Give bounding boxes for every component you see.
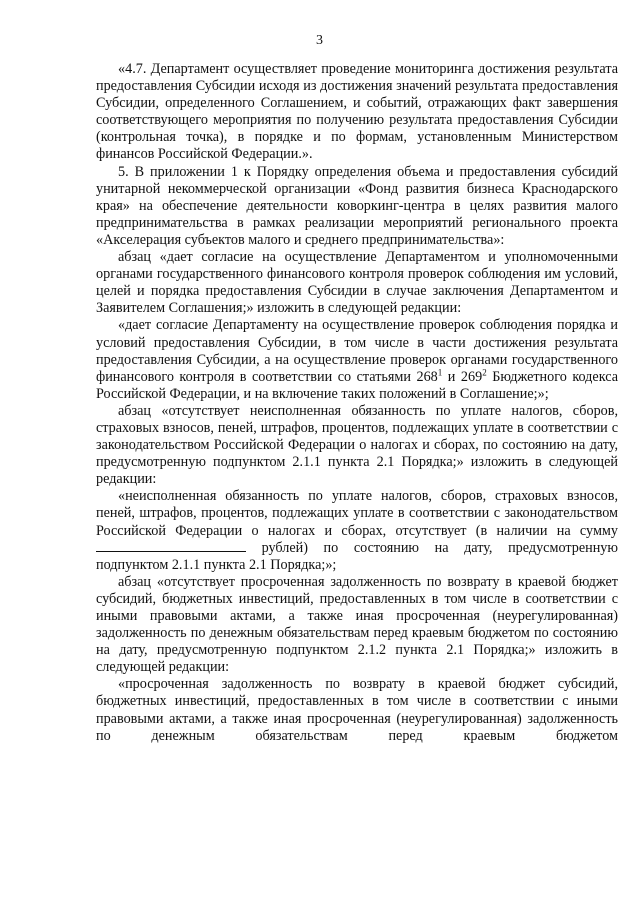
consent-new-text-c: Бюджетного кодекса Российской Федерации, и на включение таких положений в Соглашение;»; bbox=[96, 368, 619, 402]
paragraph-4-7-monitoring: «4.7. Департамент осуществляет проведение мониторинга достижения результата предоставления Субсидии исходя из достижения значений результата предоставления Субсидии, определенного Соглашением, и событий, отражающих факт завершения соответствующего мероприятия по получению результата предоставления Субсидии (контрольная точка), в порядке и по формам, установленным Министерством финансов Российской Федерации.». bbox=[96, 61, 618, 163]
amount-blank-line bbox=[96, 540, 246, 552]
consent-new-text-b: и 269 bbox=[442, 368, 483, 385]
paragraph-consent-new bbox=[96, 317, 618, 402]
paragraph-item-5: 5. В приложении 1 к Порядку определения объема и предоставления субсидий унитарной некоммерческой организации «Фонд развития бизнеса Краснодарского края» на обеспечение деятельности коворкинг-центра в целях развития малого предпринимательства в рамках реализации мероприятий регионального проекта «Акселерация субъектов малого и среднего предпринимательства»: bbox=[96, 163, 618, 248]
page-number: 3 bbox=[316, 33, 323, 48]
superscript-2: 2 bbox=[482, 366, 487, 377]
paragraph-tax-obligation-new bbox=[96, 488, 618, 573]
paragraph-overdue-debt-new: «просроченная задолженность по возврату в краевой бюджет субсидий, бюджетных инвестиций, предоставленных в том числе в соответствии с иными правовыми актами, а также иная просроченная (неурегулированная) задолженность по денежным обязательствам перед краевым бюджетом bbox=[96, 676, 618, 744]
paragraph-consent-old: абзац «дает согласие на осуществление Департаментом и уполномоченными органами государственного финансового контроля проверок соблюдения им условий, целей и порядка предоставления Субсидии в случае заключения Департаментом и Заявителем Соглашения;» изложить в следующей редакции: bbox=[96, 249, 618, 317]
tax-new-text-b: рублей) по состоянию на дату, предусмотренную подпунктом 2.1.1 пункта 2.1 Порядка;»; bbox=[96, 539, 618, 573]
document-body bbox=[96, 61, 618, 745]
tax-new-text-a: «неисполненная обязанность по уплате налогов, сборов, страховых взносов, пеней, штрафов, процентов, подлежащих уплате в соответствии с законодательством Российской Федерации о налогах и сборах, отсутствует (в наличии на сумму bbox=[96, 488, 618, 539]
paragraph-tax-obligation-old: абзац «отсутствует неисполненная обязанность по уплате налогов, сборов, страховых взносов, пеней, штрафов, процентов, подлежащих уплате в соответствии с законодательством Российской Федерации о налогах и сборах, по состоянию на дату, предусмотренную подпунктом 2.1.1 пункта 2.1 Порядка;» изложить в следующей редакции: bbox=[96, 402, 618, 488]
paragraph-overdue-debt-old: абзац «отсутствует просроченная задолженность по возврату в краевой бюджет субсидий, бюджетных инвестиций, предоставленных в том числе в соответствии с иными правовыми актами, а также иная просроченная (неурегулированная) задолженность по денежным обязательствам перед краевым бюджетом по состоянию на дату, предусмотренную подпунктом 2.1.2 пункта 2.1 Порядка;» изложить в следующей редакции: bbox=[96, 573, 618, 676]
superscript-1: 1 bbox=[437, 366, 443, 377]
consent-new-text-a: «дает согласие Департаменту на осуществление проверок соблюдения порядка и условий предоставления Субсидии, в том числе в части достижения результата предоставления Субсидии, а на осуществление проверок органами государственного финансового контроля в соответствии со статьями 268 bbox=[96, 317, 618, 385]
